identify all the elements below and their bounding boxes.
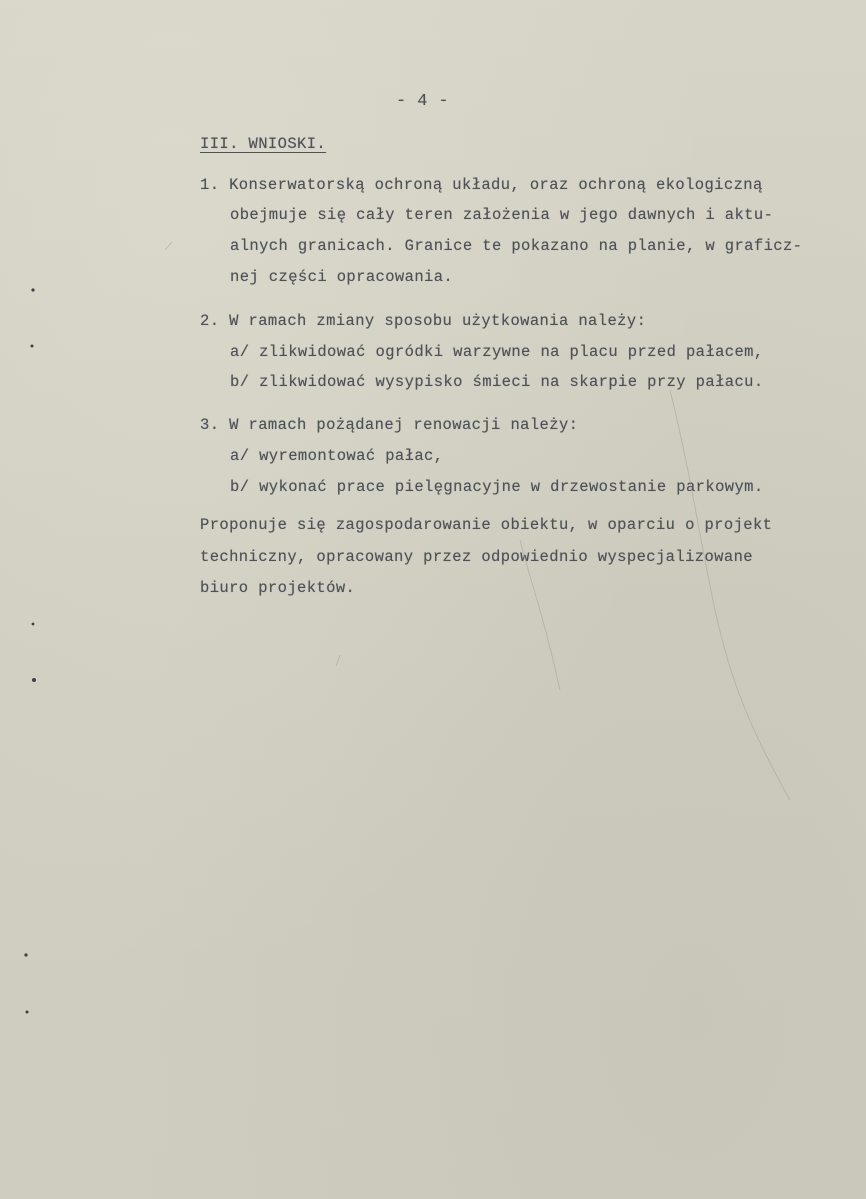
paper-scratch: [165, 242, 172, 250]
point-3-item-b: b/ wykonać prace pielęgnacyjne w drzewostanie parkowym.: [230, 478, 764, 496]
dust-spot: [32, 678, 36, 682]
point-1-line-2: obejmuje się cały teren założenia w jego dawnych i aktu-: [230, 206, 774, 224]
point-2-item-b: b/ zlikwidować wysypisko śmieci na skarpie przy pałacu.: [230, 373, 764, 391]
dust-spot: [26, 1011, 29, 1014]
point-3-line: 3. W ramach pożądanej renowacji należy:: [200, 416, 579, 434]
dust-spot: [31, 288, 34, 291]
proposal-line-2: techniczny, opracowany przez odpowiednio wyspecjalizowane: [200, 548, 753, 566]
dust-spot: [24, 953, 27, 956]
paper-scratch-2: [336, 655, 340, 666]
paper-crease-line: [670, 390, 790, 800]
point-3-item-a: a/ wyremontować pałac,: [230, 447, 444, 465]
dust-spot: [31, 345, 34, 348]
dust-spot: [32, 623, 35, 626]
point-2-line: 2. W ramach zmiany sposobu użytkowania należy:: [200, 312, 647, 330]
proposal-line-1: Proponuje się zagospodarowanie obiektu, w oparciu o projekt: [200, 516, 773, 534]
proposal-line-3: biuro projektów.: [200, 579, 356, 597]
point-1-line-4: nej części opracowania.: [230, 268, 454, 286]
point-1-line-1: 1. Konserwatorską ochroną układu, oraz ochroną ekologiczną: [200, 176, 763, 194]
point-1-line-3: alnych granicach. Granice te pokazano na planie, w graficz-: [230, 237, 803, 255]
point-2-item-a: a/ zlikwidować ogródki warzywne na placu przed pałacem,: [230, 343, 764, 361]
section-heading: III. WNIOSKI.: [200, 135, 327, 153]
page-number: - 4 -: [396, 92, 450, 111]
